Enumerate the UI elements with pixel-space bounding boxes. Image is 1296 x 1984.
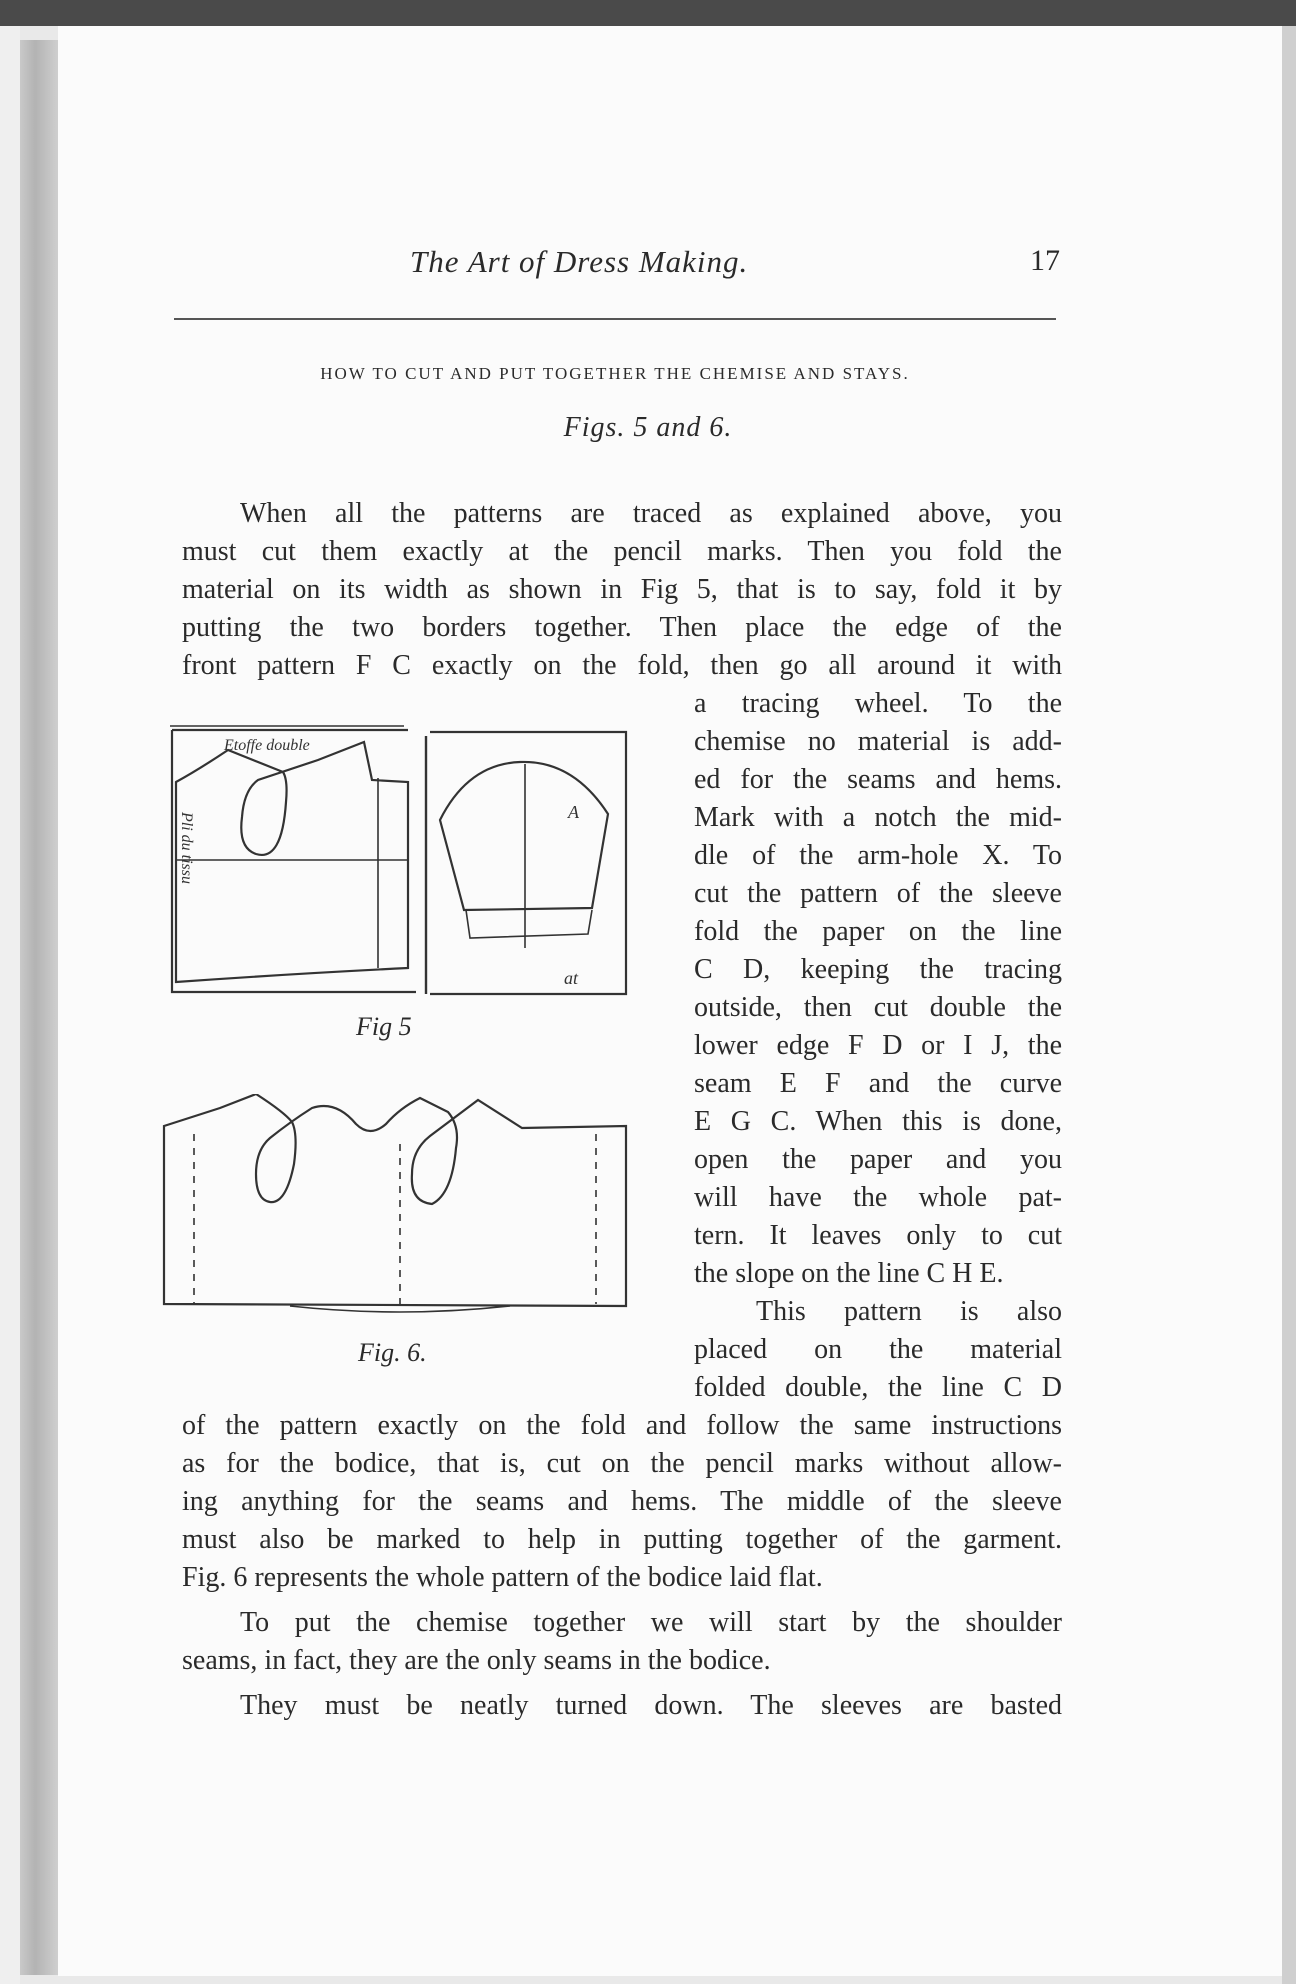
fig5-bodice-frame	[172, 730, 416, 992]
column-line: the slope on the line C H E.	[694, 1258, 1004, 1289]
scan-right-edge	[1282, 26, 1296, 1984]
fig5-label-pli: Pli du tissu	[178, 812, 195, 885]
section-heading: HOW TO CUT AND PUT TOGETHER THE CHEMISE AND STAYS.	[320, 364, 910, 383]
header-rule	[174, 318, 1056, 320]
column-line: outside, then cut double the	[694, 992, 1062, 1023]
fig5-label-a: A	[568, 802, 579, 822]
fig5-sleeve-outline	[440, 762, 608, 910]
column-line: This pattern is also	[756, 1296, 1062, 1327]
paragraph-line: When all the patterns are traced as explained above, you	[240, 498, 1062, 529]
column-line: dle of the arm-hole X. To	[694, 840, 1062, 871]
column-line: fold the paper on the line	[694, 916, 1062, 947]
book-binding-shadow	[20, 40, 58, 1975]
paragraph-line: must cut them exactly at the pencil marks. Then you fold the	[182, 536, 1062, 567]
figure-6-caption: Fig. 6.	[358, 1338, 427, 1367]
paragraph-line: seams, in fact, they are the only seams in the bodice.	[182, 1645, 771, 1676]
paragraph-line: putting the two borders together. Then place the edge of the	[182, 612, 1062, 643]
column-line: will have the whole pat-	[694, 1182, 1062, 1213]
column-line: ed for the seams and hems.	[694, 764, 1062, 795]
scan-top-border	[0, 0, 1296, 26]
paragraph-line: front pattern F C exactly on the fold, then go all around it with	[182, 650, 1062, 681]
column-line: placed on the material	[694, 1334, 1062, 1365]
paragraph-line: of the pattern exactly on the fold and follow the same instructions	[182, 1410, 1062, 1441]
column-line: E G C. When this is done,	[694, 1106, 1062, 1137]
fig6-bodice-outline	[164, 1094, 626, 1306]
column-line: cut the pattern of the sleeve	[694, 878, 1062, 909]
column-line: a tracing wheel. To the	[694, 688, 1062, 719]
page-number: 17	[1030, 244, 1060, 277]
figures-subtitle: Figs. 5 and 6.	[563, 412, 733, 443]
figure-6-pattern-diagram	[160, 1094, 640, 1320]
column-line: tern. It leaves only to cut	[694, 1220, 1062, 1251]
column-line: seam E F and the curve	[694, 1068, 1062, 1099]
paragraph-line: Fig. 6 represents the whole pattern of the bodice laid flat.	[182, 1562, 823, 1593]
figure-5-pattern-diagram	[168, 722, 630, 1004]
column-line: open the paper and you	[694, 1144, 1062, 1175]
fig5-bodice-outline	[176, 742, 408, 982]
column-line: folded double, the line C D	[694, 1372, 1062, 1403]
paragraph-line: ing anything for the seams and hems. The middle of the sleeve	[182, 1486, 1062, 1517]
fig5-sleeve-cuff	[466, 910, 592, 938]
fig5-sleeve-frame	[430, 732, 626, 994]
column-line: lower edge F D or I J, the	[694, 1030, 1062, 1061]
column-line: C D, keeping the tracing	[694, 954, 1062, 985]
fig6-hem-curve	[290, 1306, 510, 1312]
fig5-label-etoffe: Etoffe double	[224, 737, 310, 754]
fig5-label-at: at	[564, 968, 579, 988]
paragraph-line: must also be marked to help in putting together of the garment.	[182, 1524, 1062, 1555]
paragraph-line: They must be neatly turned down. The sleeves are basted	[240, 1690, 1062, 1721]
paragraph-line: as for the bodice, that is, cut on the pencil marks without allow-	[182, 1448, 1062, 1479]
column-line: Mark with a notch the mid-	[694, 802, 1062, 833]
running-head: The Art of Dress Making.	[410, 244, 749, 279]
column-line: chemise no material is add-	[694, 726, 1062, 757]
scan-left-margin	[0, 26, 20, 1984]
figure-5-caption: Fig 5	[356, 1012, 412, 1041]
paragraph-line: To put the chemise together we will start by the shoulder	[240, 1607, 1062, 1638]
paragraph-line: material on its width as shown in Fig 5, that is to say, fold it by	[182, 574, 1062, 605]
